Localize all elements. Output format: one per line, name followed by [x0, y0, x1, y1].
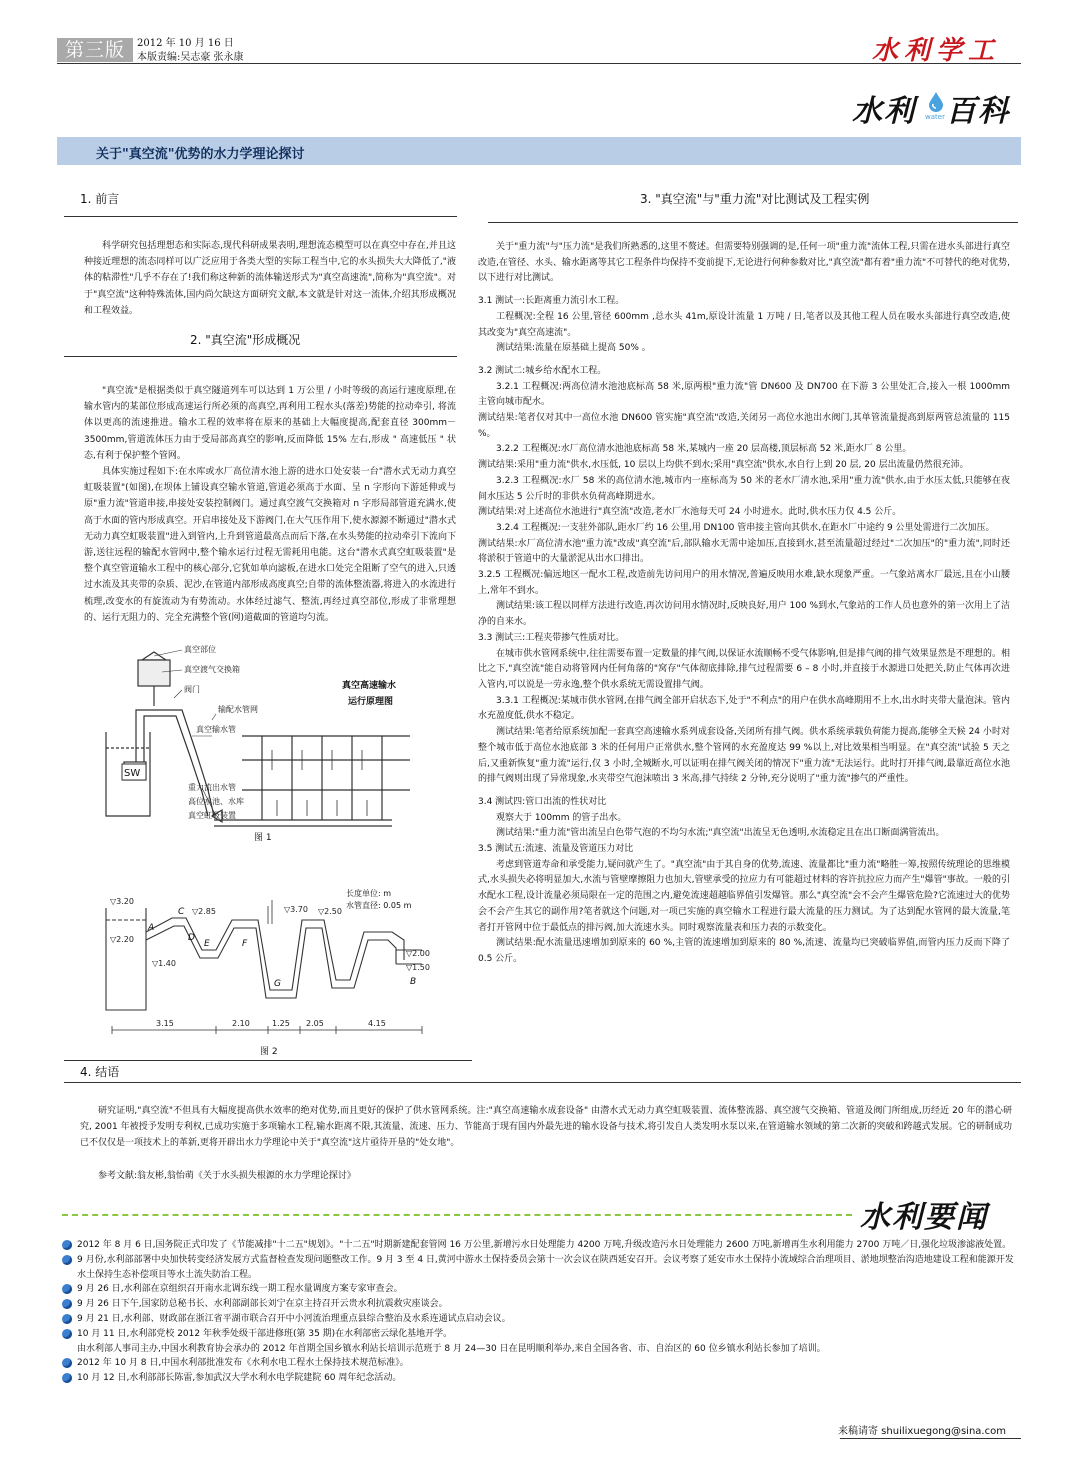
comparison-text — [478, 240, 1010, 968]
bullet-dot-icon — [62, 1284, 72, 1294]
submission-contact: 来稿请寄 shuilixuegong@sina.com — [838, 1426, 1006, 1437]
conclusion-paragraph: 研究证明,"真空流"不但具有大幅度提高供水效率的绝对优势,而且更好的保护了供水管网系统。注:"真空高速输水成套设备" 由潜水式无动力真空虹吸装置、流体整流器、真空渡气交换箱、管道及阀门所组成,历经近 20 年的潜心研究, 2001 年被授予发明专利权,已成功实施于多项输水工程,输水距离不限,其流量、流速、压力、节能高于现有国内外最先进的输水设备与技术,将引发自人类发明水泵以来,在管道输水领域的第二次新的突破和跨越式发展。它的研制成功已不仅仅是一项技术上的革新,更将开辟出水力学理论中关于"真空流"这片亟待开垦的"处女地"。 — [80, 1106, 1012, 1149]
news-list — [62, 1238, 1017, 1386]
fig1-sw-label: SW — [124, 768, 141, 779]
fig2-pipe-diameter: 水管直径: 0.05 m — [346, 901, 412, 910]
fig2-point-label: E — [204, 939, 210, 949]
footer-rule — [840, 1438, 1021, 1439]
figure-2-diagram — [92, 880, 452, 1060]
newspaper-brand: 水利学工 — [872, 36, 1001, 66]
news-divider — [62, 1214, 852, 1216]
fig1-label: 高位水池、水库 — [188, 797, 244, 806]
comparison-paragraph: 测试结果:该工程以同样方法进行改造,再次访问用水情况时,反映良好,用户 100 %到水,气象站的工作人员也意外的第一次用上了洁净的自来水。 — [478, 601, 1010, 628]
comparison-paragraph: 工程概况:全程 16 公里,管径 600mm ,总水头 41m,原设计流量 1 万吨 / 日,笔者以及其他工程人员在吸水头部进行真空改造,使其改变为"真空高速流"。 — [478, 311, 1010, 338]
comparison-paragraph: 测试结果:笔者给原系统加配一套真空高速输水系列成套设备,关闭所有排气阀。供水系统承载负荷能力提高,能够全天候 24 小时对整个城市低于高位水池底部 3 米的任何用户正常供水,整个管网的水充盈度达 99 %以上,对比效果相当明显。在"真空流"试验 5 天之后,又重新恢复"重力流"运行,仅 3 小时,全城断水,可以证明在排气阀关闭的情况下"重力流"无法运行。此时打开排气阀,最靠近高位水池的排气阀则出现了异常现象,水夹带空气泡沫喷出 3 米高,排气持续 2 分钟,充分说明了"重力流"掺气的严重性。 — [478, 727, 1010, 785]
news-item — [62, 1238, 1017, 1253]
fig2-level-mark: ▽1.50 — [406, 963, 430, 972]
fig2-point-label: F — [242, 939, 248, 949]
fig1-label: 输配水管网 — [218, 705, 258, 714]
fig2-unit: 长度单位: m — [346, 889, 392, 898]
comparison-paragraph: 3.2.5 工程概况:偏远地区一配水工程,改造前先访问用户的用水情况,普遍反映用水难,缺水现象严重。一气象站离水厂最远,且在小山腰上,常年不到水。 — [478, 570, 1010, 596]
fig1-subtitle: 运行原理图 — [348, 697, 394, 707]
bullet-dot-icon — [62, 1240, 72, 1250]
news-item-text: 10 月 11 日,水利部党校 2012 年秋季处级干部进修班(第 35 期)在水利部密云绿化基地开学。 — [77, 1328, 453, 1339]
news-column-logo: 水利要闻 — [860, 1200, 988, 1235]
section-heading-intro: 1. 前言 — [80, 192, 120, 206]
comparison-paragraph: 测试结果:流量在原基础上提高 50% 。 — [496, 343, 651, 354]
news-item — [62, 1253, 1017, 1283]
comparison-paragraph: 在城市供水管网系统中,往往需要布置一定数量的排气阀,以保证水流顺畅不受气体影响,但是排气阀的排气效果显然是不理想的。相比之下,"真空流"能自动将管网内任何角落的"窝存"气体彻底排除,排气过程需要 6 – 8 小时,并直接于水源进口处把关,防止气体再次进入管内,可以说是一劳永逸,整个供水系统无需设置排气阀。 — [478, 648, 1010, 690]
news-item — [62, 1282, 1017, 1297]
news-item — [62, 1312, 1017, 1327]
fig2-caption: 图 2 — [260, 1047, 278, 1057]
fig2-level-mark: ▽2.20 — [110, 935, 134, 944]
fig2-dimension: 4.15 — [368, 1019, 386, 1028]
fig1-label: 阀门 — [184, 685, 200, 694]
comparison-paragraph: 3.2.3 工程概况:水厂 58 米的高位清水池,城市内一座标高为 50 米的老水厂清水池,采用"重力流"供水,由于水压太低,只能够在夜间水压达 5 公斤时的非供水负荷高峰期进水。 — [478, 475, 1010, 502]
issue-date: 2012 年 10 月 16 日 — [137, 38, 234, 49]
section-rule — [64, 356, 457, 357]
news-item-text: 9 月 26 日,水利部在京组织召开南水北调东线一期工程水量调度方案专家审查会。 — [77, 1284, 403, 1295]
news-item-text: 2012 年 8 月 6 日,国务院正式印发了《节能减排"十二五"规划》。"十二五"时期新建配套管网 16 万公里,新增污水日处理能力 4200 万吨,升级改造污水日处理能力 2600 万吨,新增再生水利用能力 2700 万吨／日,强化垃圾渗滤液处置。 — [77, 1240, 1012, 1250]
fig2-level-mark: ▽2.00 — [406, 949, 430, 958]
section-rule — [488, 222, 1018, 223]
bullet-dot-icon — [62, 1358, 72, 1368]
formation-text — [84, 383, 456, 626]
news-item-text: 10 月 12 日,水利部部长陈雷,参加武汉大学水利水电学院建院 60 周年纪念活动。 — [77, 1373, 402, 1384]
news-item-text: 2012 年 10 月 8 日,中国水利部批准发布《水利水电工程水土保持技术规范标准》。 — [77, 1358, 409, 1369]
fig1-label: 真空虹吸装置 — [188, 811, 236, 820]
comparison-paragraph: 测试结果:笔者仅对其中一高位水池 DN600 管实施"真空流"改造,关闭另一高位水池出水阀门,其单管流量提高到原两管总流量的 115 %。 — [478, 413, 1010, 439]
column-logo — [852, 86, 1022, 129]
bullet-dot-icon — [62, 1255, 72, 1265]
page-number-box: 第三版 — [57, 38, 133, 62]
fig2-dimension: 3.15 — [156, 1019, 174, 1028]
fig2-point-label: B — [410, 977, 417, 987]
bullet-dot-icon — [62, 1329, 72, 1339]
fig2-level-mark: ▽3.70 — [284, 905, 308, 914]
intro-paragraph: 科学研究包括理想态和实际态,现代科研成果表明,理想流态模型可以在真空中存在,并且这种接近理想的流态同样可以广泛应用于各类大型的实际工程当中,它的水头损失大大降低了,"液体的粘滞性"几乎不存在了!我们称这种新的流体输送形式为"真空高速流",简称为"真空流"。对于"真空流"这种特殊流体,国内尚欠缺这方面研究文献,本文就是针对这一流体,介绍其形成概况和工程效益。 — [84, 241, 456, 316]
article-title: 关于"真空流"优势的水力学理论探讨 — [96, 147, 305, 162]
news-item-text: 由水利部人事司主办,中国水利教育协会承办的 2012 年首期全国乡镇水利站长培训示范班于 8 月 24—30 日在昆明顺利举办,来自全国各省、市、自治区的 60 位乡镇水利站长参加了培训。 — [77, 1343, 826, 1354]
formation-paragraph-2: 具体实施过程如下:在水库或水厂高位清水池上游的进水口处安装一台"潜水式无动力真空虹吸装置"(如图),在坝体上铺设真空输水管道,管道必须高于水面、呈 n 字形向下游延伸或与原"重力流"管道串接,串接处安装控制阀门。通过真空渡气交换箱对 n 字形局部管道充满水,使高于水面的管内形成真空。开启串接处及下游阀门,在大气压作用下,使水源源不断通过"潜水式无动力真空虹吸装置"进入到管内,上升到管道最高点而后下落,在水头势能的拉动牵引下流向下游,送往远程的输配水管网中,整个输水运行过程无需耗用电能。这台"潜水式真空虹吸装置"是整个真空管道输水工程中的核心部分,它犹如单向滤板,在进水口处完全阻断了空气的进入,只透过水流及其夹带的杂质、泥沙,在管道内部形成高度真空;自带的流体整流器,将进入的水流进行梳理,改变水的有旋流动为有势流动。水体经过滤气、整流,再经过真空部位,形成了非常理想的、运行无阻力的、完全充满整个管(网)道截面的管道均匀流。 — [84, 467, 456, 623]
fig2-dimension: 2.10 — [232, 1019, 250, 1028]
fig1-label: 真空输水管 — [196, 725, 236, 734]
page-editors: 本版责编:吴志豪 张永康 — [137, 52, 244, 63]
reference-line: 参考文献:翁友彬,翁怡萌《关于水头损失根源的水力学理论探讨》 — [98, 1171, 356, 1181]
comparison-paragraph: 关于"重力流"与"压力流"是我们所熟悉的,这里不赘述。但需要特别强调的是,任何一项"重力流"流体工程,只需在进水头部进行真空改造,在管径、水头、输水距离等其它工程条件均保持不变前提下,无论进行何种参数对比,"真空流"都有着"重力流"不可替代的绝对优势,以下进行对比测试。 — [478, 242, 1011, 284]
fig1-label: 真空部位 — [184, 645, 216, 654]
section-rule — [64, 216, 457, 217]
figure-1-diagram — [92, 640, 448, 850]
news-item — [62, 1356, 1017, 1371]
news-item-text: 9 月 26 日下午,国家防总秘书长、水利部副部长刘宁在京主持召开云贵水利抗震救灾座谈会。 — [77, 1299, 448, 1310]
fig2-dimension: 1.25 — [272, 1019, 290, 1028]
fig1-title: 真空高速输水 — [342, 681, 397, 691]
bullet-dot-icon — [62, 1314, 72, 1324]
column-logo-left: 水利 — [852, 94, 916, 129]
news-item — [62, 1327, 1017, 1342]
conclusion-text — [80, 1103, 1012, 1152]
comparison-paragraph: 观察大于 100mm 的管子出水。 — [496, 812, 627, 823]
water-drop-icon — [928, 92, 944, 112]
comparison-paragraph: 3.2 测试二:城乡给水配水工程。 — [478, 365, 607, 376]
news-item — [62, 1371, 1017, 1386]
fig2-level-mark: ▽1.40 — [152, 959, 176, 968]
comparison-paragraph: 测试结果:采用"重力流"供水,水压低, 10 层以上均供不到水;采用"真空流"供水,水自行上到 20 层, 20 层出流量仍然很充沛。 — [478, 460, 969, 471]
comparison-paragraph: 3.4 测试四:管口出流的性状对比 — [478, 796, 607, 807]
comparison-paragraph: 3.3.1 工程概况:某城市供水管网,在排气阀全部开启状态下,处于"不利点"的用户在供水高峰期用不上水,出水时夹带大量泡沫。管内水充盈度低,供水不稳定。 — [478, 695, 1010, 722]
fig2-level-mark: ▽2.85 — [192, 907, 216, 916]
news-item-text: 9 月 21 日,水利部、财政部在浙江省平湖市联合召开中小河流治理重点县综合整治及水系连通试点启动会议。 — [77, 1313, 511, 1324]
section-rule — [64, 1060, 472, 1061]
comparison-paragraph: 测试结果:配水流量迅速增加到原来的 60 %,主管的流速增加到原来的 80 %,流速、流量均已突破临界值,而管内压力反而下降了 0.5 公斤。 — [478, 938, 1010, 964]
comparison-paragraph: 测试结果:对上述高位水池进行"真空流"改造,老水厂水池每天可 24 小时进水。此时,供水压力仅 4.5 公斤。 — [478, 507, 902, 518]
formation-paragraph-1: "真空流"是根据类似于真空隧道列车可以达到 1 万公里 / 小时等级的高运行速度原理,在输水管内的某部位形成高速运行所必须的高真空,再利用工程水头(落差)势能的拉动牵引, 将流体以更高的流速推进。输水工程的效率将在原来的基础上大幅度提高,配套直径 300mm－3500mm,管道流体压力由于受局部高真空的影响,反而降低 15% 左右,形成 " 高速低压 " 状态,有利于保护整个管网。 — [84, 386, 456, 461]
masthead-rule — [57, 63, 1021, 64]
fig2-level-mark: ▽2.50 — [318, 907, 342, 916]
news-item — [62, 1342, 1017, 1357]
fig1-label: 重力流出水管 — [188, 783, 236, 792]
comparison-paragraph: 考虑到管道寿命和承受能力,疑问就产生了。"真空流"由于其自身的优势,流速、流量都比"重力流"略胜一筹,按照传统理论的思维模式,水头损失必将明显加大,水流与管壁摩擦阻力也加大,管壁承受的拉应力有可能超过材料的容许抗拉应力而产生"爆管"事故。一般的引水配水工程,设计流量必须局限在一定的范围之内,避免流速超越临界值引发爆管。那么"真空流"会不会产生爆管危险?它流速过大的优势会不会产生其它的副作用?笔者就这个问题,对一项已实施的真空输水工程进行最大流量的压力测试。为了达到配水管网的最大流量,笔者打开管网中位于最低点的排污阀,加大流速水头。同时观察流量表和压力表的示数变化。 — [478, 859, 1010, 933]
intro-text — [84, 238, 456, 319]
comparison-paragraph: 3.2.2 工程概况:水厂高位清水池池底标高 58 米,某城内一座 20 层高楼,顶层标高 52 米,距水厂 8 公里。 — [496, 444, 912, 455]
fig2-point-label: C — [178, 907, 185, 917]
bullet-dot-icon — [62, 1373, 72, 1383]
bullet-dot-icon — [62, 1299, 72, 1309]
fig2-level-mark: ▽3.20 — [110, 897, 134, 906]
section-rule — [64, 1082, 1021, 1083]
fig2-point-label: G — [274, 979, 281, 989]
fig2-point-label: D — [188, 933, 195, 943]
fig1-caption: 图 1 — [254, 833, 272, 843]
comparison-paragraph: 3.2.4 工程概况:一支驻外部队,距水厂约 16 公里,用 DN100 管串接主管向其供水,在距水厂中途约 9 公里处需进行二次加压。 — [496, 522, 995, 533]
comparison-paragraph: 3.3 测试三:工程夹带掺气性质对比。 — [478, 632, 625, 643]
section-heading-conclusion: 4. 结语 — [80, 1065, 120, 1079]
comparison-paragraph: 测试结果:水厂高位清水池"重力流"改成"真空流"后,部队输水无需中途加压,直接到水,甚至流量超过经过"二次加压"的"重力流",同时还将淤积于管道中的大量淤泥从出水口排出。 — [478, 538, 1010, 565]
news-item — [62, 1297, 1017, 1312]
comparison-paragraph: 3.1 测试一:长距离重力流引水工程。 — [478, 296, 625, 307]
news-item-text: 9 月份,水利部部署中央加快转变经济发展方式监督检查发现问题整改工作。9 月 3 至 4 日,黄河中游水土保持委员会第十一次会议在陕西延安召开。会议考察了延安市水土保持小流域综合治理项目、淤地坝整治沟造地建设工程和能源开发水土保持生态补偿项目等水土流失防治工程。 — [77, 1254, 1014, 1280]
column-logo-right: 百科 — [946, 94, 1010, 129]
comparison-paragraph: 3.5 测试五:流速、流量及管道压力对比 — [478, 844, 634, 855]
fig2-point-label: A — [148, 923, 155, 933]
comparison-paragraph: 3.2.1 工程概况:两高位清水池池底标高 58 米,原两根"重力流"管 DN600 及 DN700 在下游 3 公里处汇合,接入一根 1000mm 主管向城市配水。 — [478, 381, 1010, 408]
comparison-paragraph: 测试结果:"重力流"管出流呈白色带气泡的不均匀水流;"真空流"出流呈无色透明,水流稳定且在出口断面满管流出。 — [496, 828, 945, 839]
water-drop-label: water — [925, 113, 945, 121]
section-heading-formation: 2. "真空流"形成概况 — [190, 333, 301, 347]
fig1-label: 真空渡气交换箱 — [184, 665, 240, 674]
fig2-dimension: 2.05 — [306, 1019, 324, 1028]
section-heading-comparison: 3. "真空流"与"重力流"对比测试及工程实例 — [640, 192, 870, 206]
